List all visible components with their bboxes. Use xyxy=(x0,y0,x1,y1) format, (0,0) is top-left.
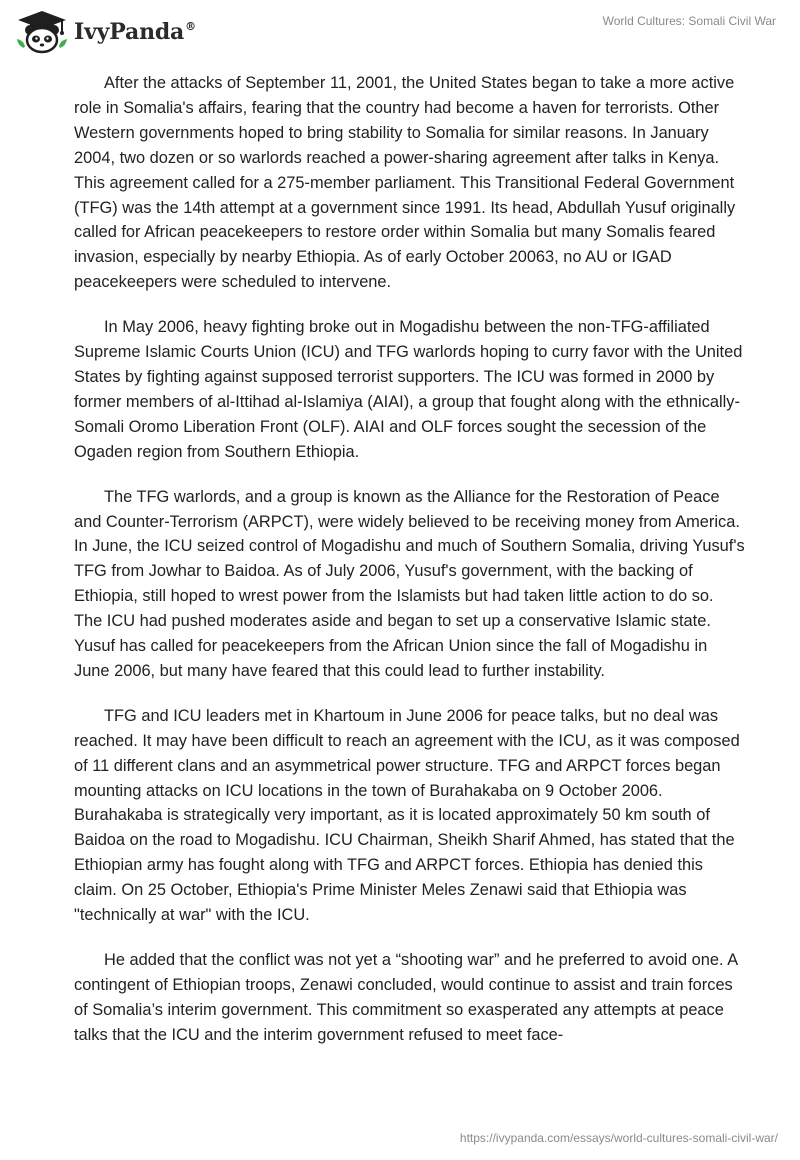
document-title: World Cultures: Somali Civil War xyxy=(602,14,776,28)
paragraph-3: The TFG warlords, and a group is known as the Alliance for the Restoration of Peace and Counter-Terrorism (ARPCT), were widely believed to be receiving money from America. In June, the ICU seized control of Mogadishu and much of Southern Somalia, driving Yusuf's TFG from Jowhar to Baidoa. As of July 2006, Yusuf's government, with the backing of Ethiopia, still hoped to wrest power from the Islamists but had taken little action to do so. The ICU had pushed moderates aside and began to set up a conservative Islamic state. Yusuf has called for peacekeepers from the African Union since the fall of Mogadishu in June 2006, but many have feared that this could lead to further instability. xyxy=(74,487,745,680)
page-header xyxy=(0,0,800,70)
paragraph-4: TFG and ICU leaders met in Khartoum in June 2006 for peace talks, but no deal was reached. It may have been difficult to reach an agreement with the ICU, as it was composed of 11 different clans and an asymmetrical power structure. TFG and ARPCT forces began mounting attacks on ICU locations in the town of Burahakaba on 9 October 2006. Burahakaba is strategically very important, as it is located approximately 50 km south of Baidoa on the road to Mogadishu. ICU Chairman, Sheikh Sharif Ahmed, has stated that the Ethiopian army has fought along with TFG and ARPCT forces. Ethiopia has denied this claim. On 25 October, Ethiopia's Prime Minister Meles Zenawi said that Ethiopia was "technically at war" with the ICU. xyxy=(74,706,740,925)
paragraph-1: After the attacks of September 11, 2001, the United States began to take a more active role in Somalia's affairs, fearing that the country had become a haven for terrorists. Other Western governments hoped to bring stability to Somalia for similar reasons. In January 2004, two dozen or so warlords reached a power-sharing agreement after talks in Kenya. This agreement called for a 275-member parliament. This Transitional Federal Government (TFG) was the 14th attempt at a government since 1991. Its head, Abdullah Yusuf originally called for African peacekeepers to restore order within Somalia but many Somalis feared invasion, especially by nearby Ethiopia. As of early October 20063, no AU or IGAD peacekeepers were scheduled to intervene. xyxy=(74,74,736,292)
graduation-cap-panda-icon xyxy=(16,10,68,54)
source-url[interactable]: https://ivypanda.com/essays/world-cultures-somali-civil-war/ xyxy=(459,1131,778,1145)
registered-mark: ® xyxy=(185,20,196,33)
essay-body xyxy=(74,71,746,1068)
paragraph-5: He added that the conflict was not yet a “shooting war” and he preferred to avoid one. A contingent of Ethiopian troops, Zenawi concluded, would continue to assist and train forces of Somalia’s interim government. This commitment so exasperated any attempts at peace talks that the ICU and the interim government refused to meet face- xyxy=(74,951,738,1044)
paragraph-2: In May 2006, heavy fighting broke out in Mogadishu between the non-TFG-affiliated Supreme Islamic Courts Union (ICU) and TFG warlords hoping to curry favor with the United States by fighting against supposed terrorist supporters. The ICU was formed in 2000 by former members of al-Ittihad al-Islamiya (AIAI), a group that fought along with the ethnically-Somali Oromo Liberation Front (OLF). AIAI and OLF forces sought the secession of the Ogaden region from Southern Ethiopia. xyxy=(74,318,743,461)
brand-name: IvyPanda® xyxy=(74,19,196,45)
brand-logo[interactable] xyxy=(16,10,196,54)
